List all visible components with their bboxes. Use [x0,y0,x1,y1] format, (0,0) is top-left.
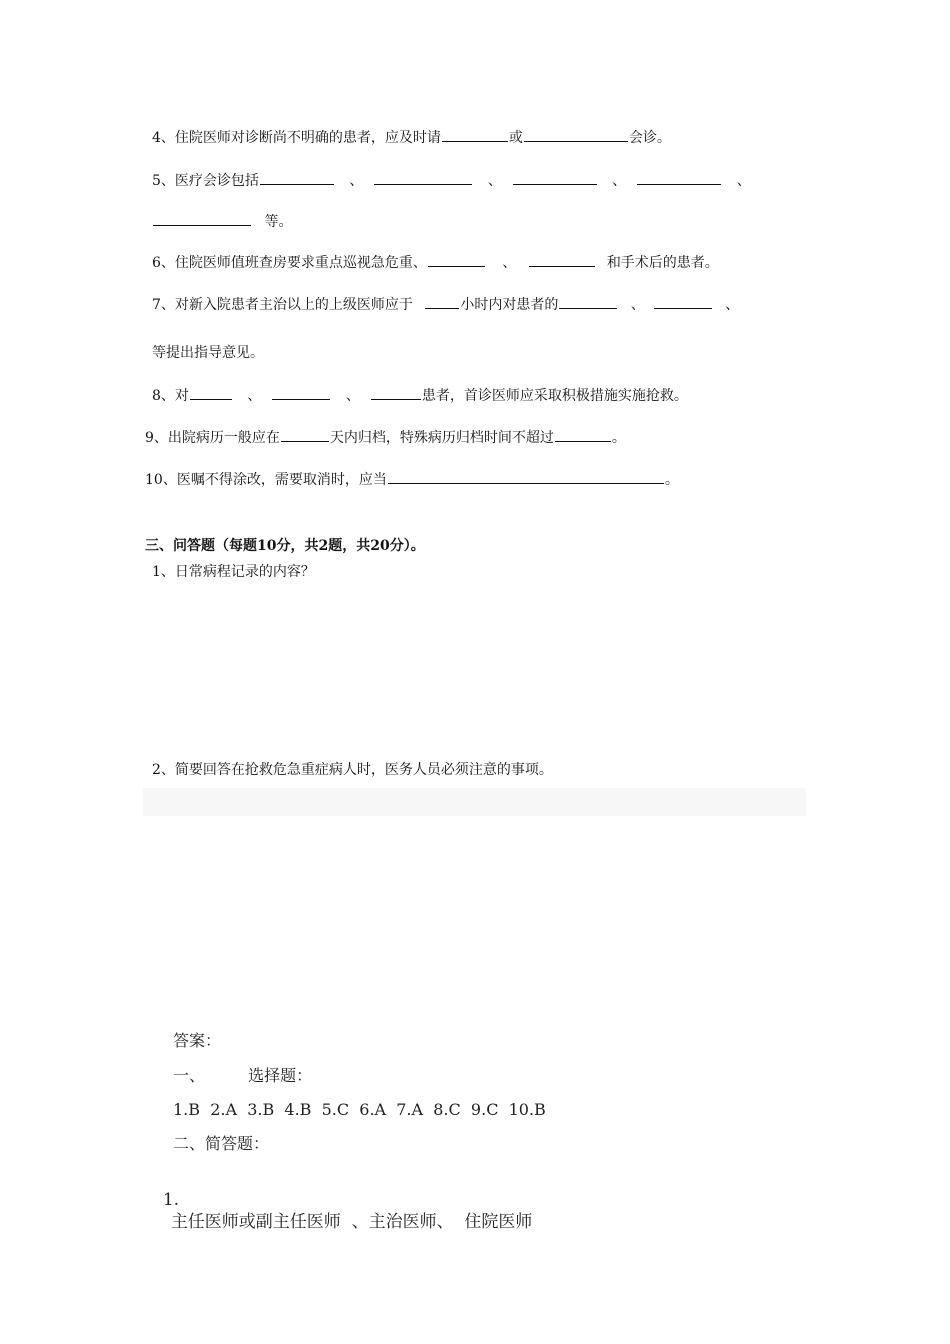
question-7 [152,294,747,315]
q8-suffix: 患者，首诊医师应采取积极措施实施抢救。 [421,388,688,404]
q4-blank-1[interactable] [442,127,508,142]
q10-prefix: 10、医嘱不得涂改，需要取消时，应当 [145,472,387,488]
answers-part-2: 二、简答题： [173,1134,270,1153]
section-3-heading: 三、问答题（每题10分，共2题，共20分）。 [145,538,425,554]
q10-blank[interactable] [388,469,664,484]
answers-item-1-text: 主任医师或副主任医师 、主治医师、 住院医师 [170,1212,533,1232]
question-5 [152,170,761,191]
answers-part-1-label: 选择题： [248,1066,313,1085]
q5-sep-3: 、 [612,173,627,189]
q8-blank-3[interactable] [371,385,421,400]
q7-prefix: 7、对新入院患者主治以上的上级医师应于 [152,297,413,313]
question-8 [152,385,688,406]
q7-blank-2[interactable] [654,294,712,309]
q4-blank-2[interactable] [524,127,628,142]
q5-cont-suffix: 等。 [264,214,293,230]
q5-sep-2: 、 [487,173,502,189]
q7-sep-2: 、 [725,297,740,313]
q5-prefix: 5、医疗会诊包括 [152,173,259,189]
q5-blank-3[interactable] [513,170,597,185]
q7-cont: 等提出指导意见。 [152,345,264,361]
q8-sep-1: 、 [247,388,262,404]
q4-mid: 或 [508,130,523,146]
answer-area-shading [143,788,806,816]
q7-sep-1: 、 [630,297,645,313]
answers-title: 答案： [173,1031,222,1050]
q4-prefix: 4、住院医师对诊断尚不明确的患者，应及时请 [152,130,441,146]
section-3-question-2: 2、简要回答在抢救危急重症病人时，医务人员必须注意的事项。 [152,762,553,778]
q9-prefix: 9、出院病历一般应在 [145,430,280,446]
q6-prefix: 6、住院医师值班查房要求重点巡视急危重、 [152,255,427,271]
q6-blank-1[interactable] [428,252,485,267]
q10-suffix: 。 [664,472,679,488]
question-7-cont [152,343,264,363]
q5-blank-2[interactable] [374,170,472,185]
q8-prefix: 8、对 [152,388,189,404]
q7-blank-1[interactable] [559,294,617,309]
q9-blank-1[interactable] [281,427,329,442]
q9-mid: 天内归档，特殊病历归档时间不超过 [329,430,554,446]
q6-sep: 、 [502,255,517,271]
q5-blank-1[interactable] [260,170,334,185]
q8-blank-1[interactable] [190,385,232,400]
section-3-question-1: 1、日常病程记录的内容？ [152,564,315,580]
question-4 [152,127,671,148]
answers-part-1-number: 一、 [173,1066,206,1085]
answers-item-1-number: 1. [162,1190,180,1210]
question-10 [145,469,679,490]
q4-suffix: 会诊。 [628,130,671,146]
q5-sep-4: 、 [736,173,751,189]
q6-suffix: 和手术后的患者。 [606,255,719,271]
q5-blank-5[interactable] [153,211,251,226]
q6-blank-2[interactable] [529,252,595,267]
q5-blank-4[interactable] [637,170,721,185]
q8-sep-2: 、 [345,388,360,404]
q5-sep-1: 、 [349,173,364,189]
answers-part-1 [173,1065,312,1087]
question-5-cont [152,211,292,232]
q7-mid: 小时内对患者的 [460,297,559,313]
answers-choice-list: 1.B 2.A 3.B 4.B 5.C 6.A 7.A 8.C 9.C 10.B [173,1100,546,1119]
question-9 [145,427,626,448]
q8-blank-2[interactable] [272,385,330,400]
question-6 [152,252,719,273]
answers-item-1 [152,1167,532,1233]
q9-blank-2[interactable] [555,427,611,442]
q7-blank-hours[interactable] [425,294,459,309]
q9-suffix: 。 [611,430,626,446]
